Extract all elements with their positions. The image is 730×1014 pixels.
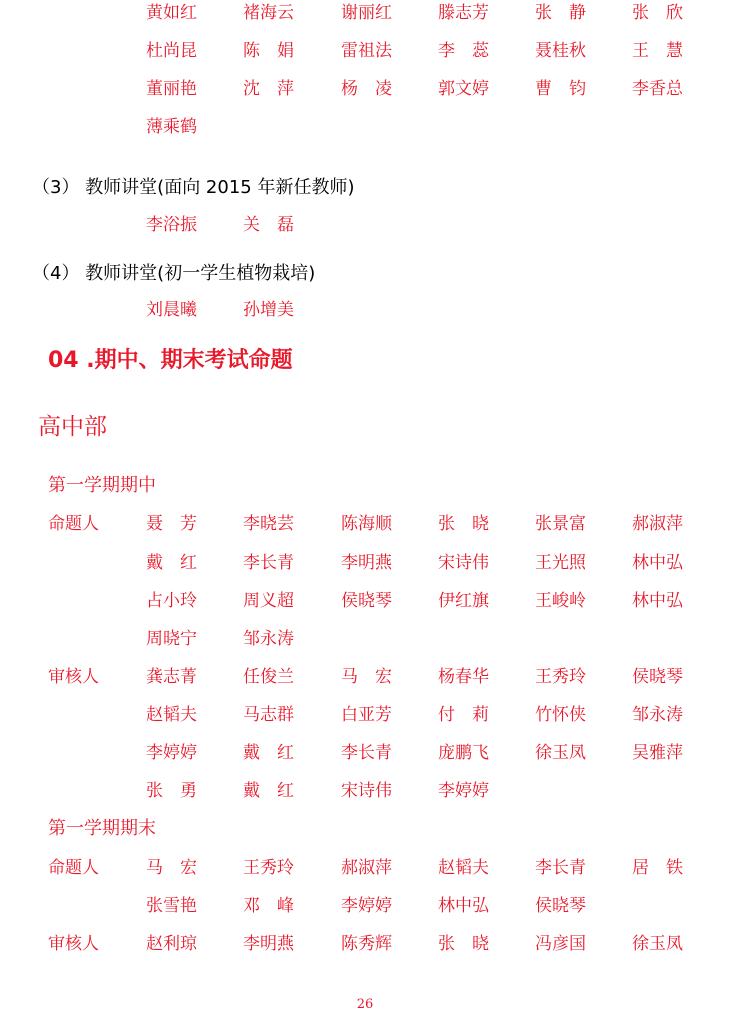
person-name: 杨 凌 xyxy=(341,79,392,99)
person-name: 王秀玲 xyxy=(535,667,586,687)
person-name: 沈 萍 xyxy=(243,79,294,99)
person-name: 徐玉凤 xyxy=(535,743,586,763)
person-name: 任俊兰 xyxy=(243,667,294,687)
person-name: 付 莉 xyxy=(438,705,489,725)
person-name: 马志群 xyxy=(243,705,294,725)
person-name: 聂桂秋 xyxy=(535,41,586,61)
person-name: 赵韬夫 xyxy=(438,858,489,878)
midterm-title: 第一学期期中 xyxy=(48,475,156,496)
person-name: 李晓芸 xyxy=(243,514,294,534)
person-name: 宋诗伟 xyxy=(341,781,392,801)
person-name: 竹怀侠 xyxy=(535,705,586,725)
proposers-label: 命题人 xyxy=(48,514,99,534)
person-name: 滕志芳 xyxy=(438,3,489,23)
person-name: 张 欣 xyxy=(632,3,683,23)
person-name: 杜尚昆 xyxy=(146,41,197,61)
lecture-3-title: （3） 教师讲堂(面向 2015 年新任教师) xyxy=(32,177,355,198)
person-name: 谢丽红 xyxy=(341,3,392,23)
person-name: 伊红旗 xyxy=(438,591,489,611)
person-name: 王光照 xyxy=(535,553,586,573)
person-name: 李明燕 xyxy=(243,934,294,954)
proposers-label: 命题人 xyxy=(48,858,99,878)
person-name: 李明燕 xyxy=(341,553,392,573)
person-name: 郭文婷 xyxy=(438,79,489,99)
person-name: 王秀玲 xyxy=(243,858,294,878)
person-name: 薄乘鹤 xyxy=(146,117,197,137)
person-name: 李浴振 xyxy=(146,215,197,235)
person-name: 戴 红 xyxy=(243,781,294,801)
person-name: 陈海顺 xyxy=(341,514,392,534)
person-name: 李婷婷 xyxy=(438,781,489,801)
person-name: 张 晓 xyxy=(438,934,489,954)
person-name: 王 慧 xyxy=(632,41,683,61)
person-name: 李 蕊 xyxy=(438,41,489,61)
person-name: 张 勇 xyxy=(146,781,197,801)
reviewers-label: 审核人 xyxy=(48,667,99,687)
person-name: 董丽艳 xyxy=(146,79,197,99)
person-name: 孙增美 xyxy=(243,300,294,320)
person-name: 侯晓琴 xyxy=(341,591,392,611)
person-name: 戴 红 xyxy=(243,743,294,763)
person-name: 李婷婷 xyxy=(146,743,197,763)
person-name: 林中弘 xyxy=(632,553,683,573)
person-name: 李香总 xyxy=(632,79,683,99)
person-name: 李长青 xyxy=(535,858,586,878)
person-name: 赵韬夫 xyxy=(146,705,197,725)
section-title: 04 .期中、期末考试命题 xyxy=(48,348,293,373)
person-name: 郝淑萍 xyxy=(341,858,392,878)
person-name: 郝淑萍 xyxy=(632,514,683,534)
person-name: 白亚芳 xyxy=(341,705,392,725)
final-title: 第一学期期末 xyxy=(48,818,156,839)
person-name: 邓 峰 xyxy=(243,896,294,916)
person-name: 张景富 xyxy=(535,514,586,534)
person-name: 刘晨曦 xyxy=(146,300,197,320)
person-name: 张 静 xyxy=(535,3,586,23)
lecture-4-title: （4） 教师讲堂(初一学生植物栽培) xyxy=(32,263,316,284)
person-name: 雷祖法 xyxy=(341,41,392,61)
person-name: 赵利琼 xyxy=(146,934,197,954)
person-name: 曹 钧 xyxy=(535,79,586,99)
person-name: 李婷婷 xyxy=(341,896,392,916)
person-name: 邹永涛 xyxy=(632,705,683,725)
person-name: 周晓宁 xyxy=(146,629,197,649)
person-name: 马 宏 xyxy=(146,858,197,878)
person-name: 聂 芳 xyxy=(146,514,197,534)
person-name: 王峻岭 xyxy=(535,591,586,611)
person-name: 吴雅萍 xyxy=(632,743,683,763)
person-name: 庞鹏飞 xyxy=(438,743,489,763)
person-name: 杨春华 xyxy=(438,667,489,687)
person-name: 戴 红 xyxy=(146,553,197,573)
person-name: 邹永涛 xyxy=(243,629,294,649)
person-name: 徐玉凤 xyxy=(632,934,683,954)
person-name: 冯彦国 xyxy=(535,934,586,954)
reviewers-label: 审核人 xyxy=(48,934,99,954)
person-name: 陈秀辉 xyxy=(341,934,392,954)
page-number: 26 xyxy=(356,997,374,1012)
person-name: 林中弘 xyxy=(632,591,683,611)
person-name: 居 铁 xyxy=(632,858,683,878)
person-name: 侯晓琴 xyxy=(632,667,683,687)
person-name: 陈 娟 xyxy=(243,41,294,61)
person-name: 林中弘 xyxy=(438,896,489,916)
person-name: 占小玲 xyxy=(146,591,197,611)
person-name: 张雪艳 xyxy=(146,896,197,916)
person-name: 褚海云 xyxy=(243,3,294,23)
person-name: 龚志菁 xyxy=(146,667,197,687)
person-name: 关 磊 xyxy=(243,215,294,235)
person-name: 宋诗伟 xyxy=(438,553,489,573)
person-name: 周义超 xyxy=(243,591,294,611)
person-name: 李长青 xyxy=(243,553,294,573)
person-name: 黄如红 xyxy=(146,3,197,23)
person-name: 张 晓 xyxy=(438,514,489,534)
person-name: 侯晓琴 xyxy=(535,896,586,916)
department-heading: 高中部 xyxy=(38,414,107,440)
person-name: 李长青 xyxy=(341,743,392,763)
person-name: 马 宏 xyxy=(341,667,392,687)
